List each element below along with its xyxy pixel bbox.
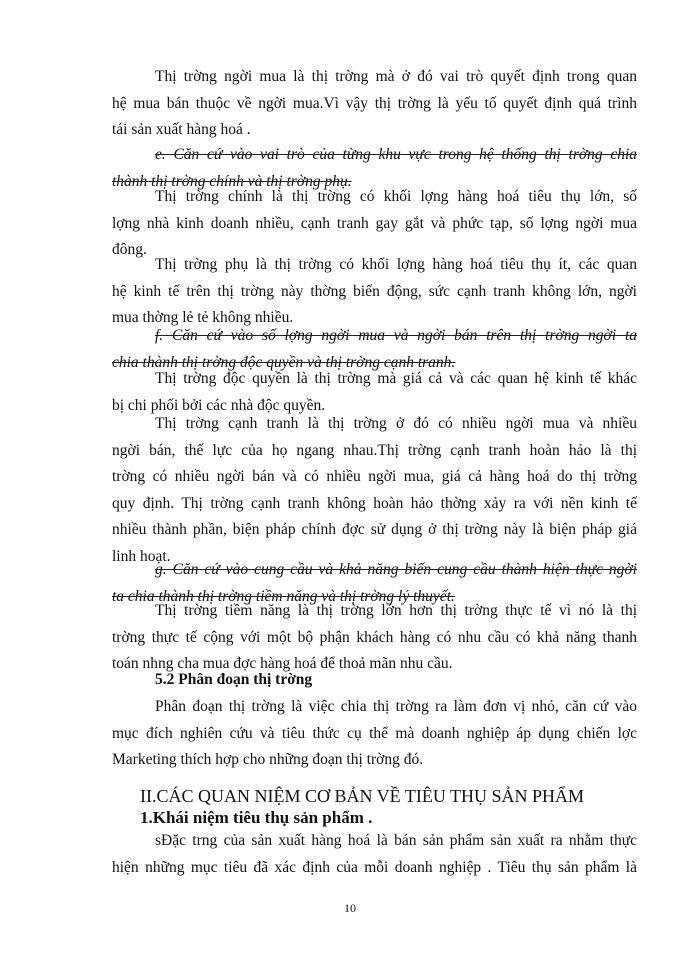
- text-line: Thị trờng chính là thị trờng có khối lợng hàng hoá tiêu thụ lớn, số: [155, 188, 637, 205]
- paragraph-segmentation: [112, 694, 637, 774]
- text-line: chia thành thị trờng độc quyền và thị trờng cạnh tranh.: [112, 353, 456, 371]
- text-line: Thị trờng độc quyền là thị trờng mà giá cả và các quan hệ kinh tế khác: [155, 370, 637, 387]
- paragraph-potential-market: [112, 598, 637, 678]
- text-line: Thị trờng ngời mua là thị trờng mà ở đó vai trò quyết định trong quan: [155, 68, 637, 85]
- text-line: Marketing thích hợp cho những đoạn thị trờng đó.: [112, 751, 424, 768]
- text-line: quy định. Thị trờng cạnh tranh không hoàn hảo thờng xảy ra với nền kinh tế: [112, 494, 637, 512]
- text-line: ngời bán, thế lực của họ ngang nhau.Thị trờng cạnh tranh hoàn hảo là thị: [112, 441, 637, 459]
- text-line: tái sản xuất hàng hoá .: [112, 121, 251, 138]
- text-line: mua thờng lẻ tẻ không nhiều.: [112, 309, 294, 326]
- text-line: f. Căn cứ vào số lợng ngời mua và ngời bán trên thị trờng ngời ta: [155, 327, 637, 344]
- text-line: sĐặc trng của sản xuất hàng hoá là bán sản phẩm sản xuất ra nhằm thực: [155, 832, 637, 849]
- text-line: hệ mua bán thuộc về ngời mua.Vì vậy thị trờng là yếu tố quyết định quá trình: [112, 94, 637, 112]
- text-line: bị chi phối bởi các nhà độc quyền.: [112, 396, 326, 414]
- text-line: Thị trờng tiềm năng là thị trờng lớn hơn thị trờng thực tế vì nó là thị: [155, 602, 637, 619]
- paragraph-secondary-market: [112, 252, 637, 332]
- text-line: e. Căn cứ vào vai trò của từng khu vực trong hệ thống thị trờng chia: [155, 146, 637, 163]
- text-line: 5.2 Phân đoạn thị trờng: [155, 671, 313, 688]
- text-line: Thị trờng cạnh tranh là thị trờng ở đó có nhiều ngời mua và nhiều: [155, 415, 637, 432]
- text-line: hệ kinh tế trên thị trờng này thờng biến động, sức cạnh tranh không lớn, ngời: [112, 282, 637, 300]
- page-number: 10: [344, 901, 356, 915]
- text-line: trờng thực tế cộng với một bộ phận khách hàng có nhu cầu có khả năng thanh: [112, 628, 637, 646]
- text-line: đông.: [112, 241, 147, 258]
- text-line: thành thị trờng chính và thị trờng phụ.: [112, 172, 352, 190]
- text-line: toán nhng cha mua đợc hàng hoá để thoả mãn nhu cầu.: [112, 655, 453, 672]
- heading-section-1: 1.Khái niệm tiêu thụ sản phẩm .: [140, 808, 373, 827]
- text-line: hiện những mục tiêu đã xác định của mỗi doanh nghiệp . Tiêu thụ sản phẩm là: [112, 858, 637, 876]
- heading-chapter-II: II.CÁC QUAN NIỆM CƠ BẢN VỀ TIÊU THỤ SẢN PHẨM: [140, 786, 585, 806]
- text-line: lợng nhà kinh doanh nhiều, cạnh tranh gay gắt và phức tạp, số lợng ngời mua: [112, 214, 637, 232]
- text-line: mục đích nghiên cứu và tiêu thức cụ thể mà doanh nghiệp áp dụng chiến lợc: [112, 724, 637, 742]
- paragraph-product-consumption: [112, 828, 637, 881]
- text-line: trờng có nhiều ngời bán và có nhiều ngời mua, giá cả hàng hoá do thị trờng: [112, 468, 637, 485]
- text-line: g. Căn cứ vào cung cầu và khả năng biến cung cầu thành hiện thực ngời: [155, 561, 637, 578]
- paragraph-buyer-market: [112, 64, 637, 144]
- text-line: linh hoạt.: [112, 547, 171, 565]
- text-line: Thị trờng phụ là thị trờng có khối lợng hàng hoá tiêu thụ ít, các quan: [155, 256, 637, 273]
- heading-section-5-2: [112, 667, 637, 694]
- text-line: nhiều thành phần, biện pháp chính đợc sử dụng ở thị trờng này là biện pháp giá: [112, 521, 637, 538]
- text-line: ta chia thành thị trờng tiềm năng và thị trờng lý thuyết.: [112, 587, 455, 605]
- text-line: Phân đoạn thị trờng là việc chia thị trờng ra làm đơn vị nhỏ, căn cứ vào: [155, 698, 637, 715]
- paragraph-competitive-market: [112, 411, 637, 570]
